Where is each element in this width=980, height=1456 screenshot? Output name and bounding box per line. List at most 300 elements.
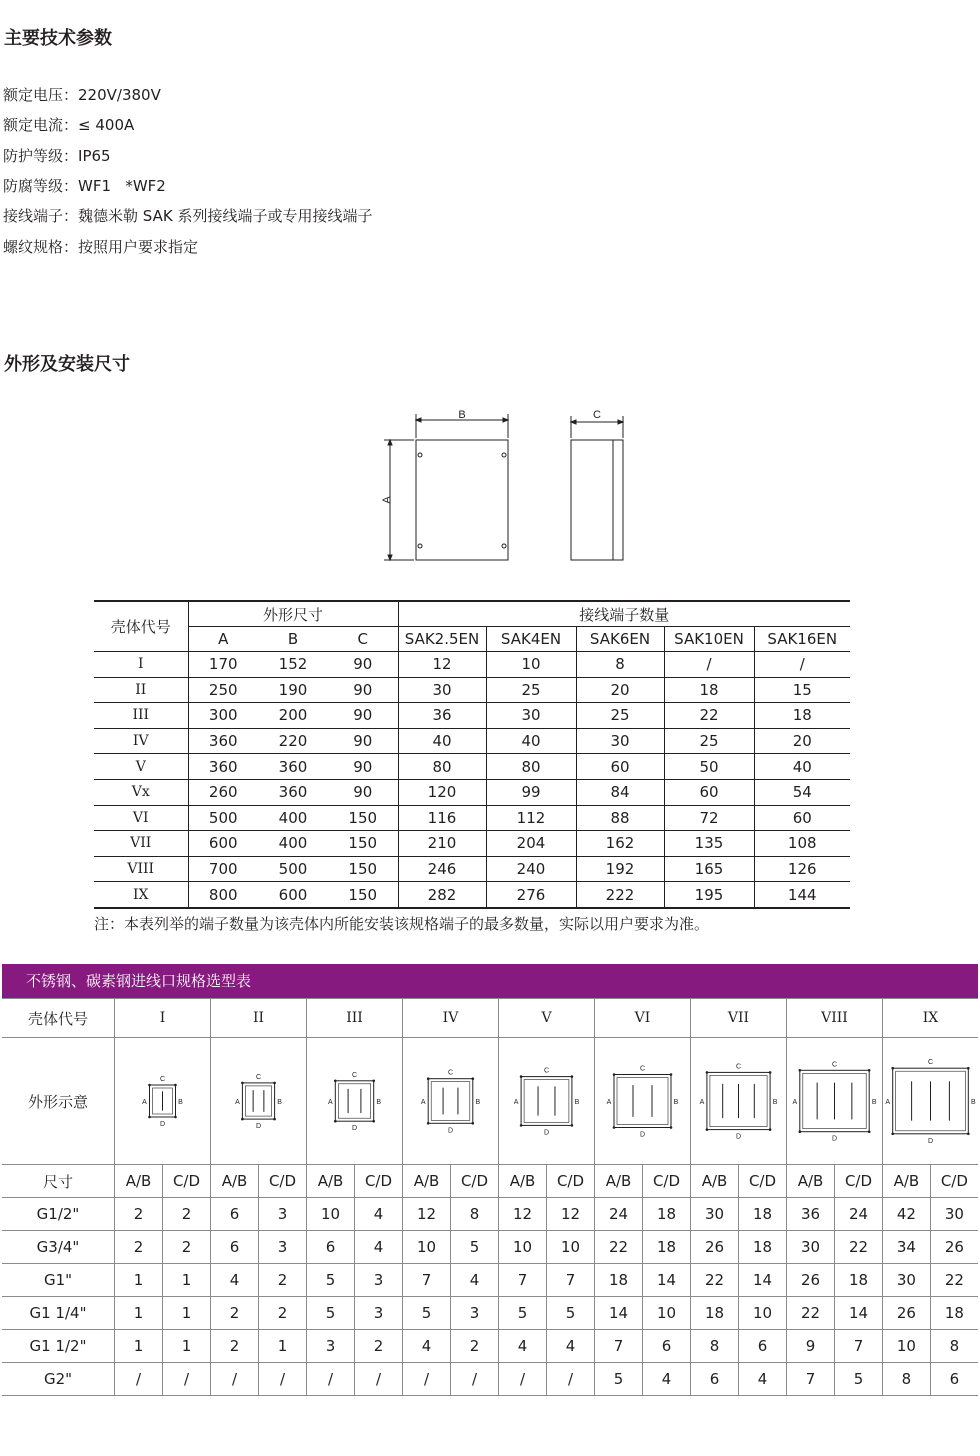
table-cell: 10 bbox=[499, 1231, 547, 1264]
table-cell: 170 bbox=[188, 652, 258, 678]
table-cell: / bbox=[259, 1363, 307, 1396]
table-cell: 10 bbox=[486, 652, 576, 678]
table-cell: 90 bbox=[328, 703, 398, 729]
shape-cell bbox=[499, 1038, 595, 1165]
table-cell: 250 bbox=[188, 677, 258, 703]
svg-text:D: D bbox=[639, 1131, 646, 1139]
spec-rated-voltage: 额定电压：220V/380V bbox=[3, 86, 161, 104]
code-cell: VI bbox=[595, 999, 691, 1038]
table-cell: 22 bbox=[835, 1231, 883, 1264]
subheader-cd: C/D bbox=[163, 1165, 211, 1198]
table-cell: / bbox=[307, 1363, 355, 1396]
table-cell: 4 bbox=[211, 1264, 259, 1297]
table-cell: 60 bbox=[576, 754, 664, 780]
shape-cell bbox=[691, 1038, 787, 1165]
table-cell: 700 bbox=[188, 856, 258, 882]
table-cell: 40 bbox=[398, 728, 486, 754]
table-cell: 6 bbox=[739, 1330, 787, 1363]
table-cell: / bbox=[547, 1363, 595, 1396]
table-cell: 34 bbox=[883, 1231, 931, 1264]
shape-cell bbox=[787, 1038, 883, 1165]
table-cell: 90 bbox=[328, 728, 398, 754]
table-cell: 4 bbox=[355, 1198, 403, 1231]
table-cell: 90 bbox=[328, 779, 398, 805]
table-cell: 3 bbox=[259, 1198, 307, 1231]
table-cell: 80 bbox=[486, 754, 576, 780]
table-cell: 30 bbox=[576, 728, 664, 754]
table-cell: / bbox=[451, 1363, 499, 1396]
table-cell: 360 bbox=[258, 754, 328, 780]
table-cell: 80 bbox=[398, 754, 486, 780]
table-cell: 60 bbox=[754, 805, 850, 831]
code-cell: III bbox=[307, 999, 403, 1038]
table-cell: 18 bbox=[664, 677, 754, 703]
table-cell: 108 bbox=[754, 831, 850, 857]
selection-table-title: 不锈钢、碳素钢进线口规格选型表 bbox=[26, 972, 252, 990]
table-cell: 150 bbox=[328, 882, 398, 908]
svg-text:C: C bbox=[639, 1065, 646, 1073]
svg-text:B: B bbox=[772, 1099, 778, 1106]
table-cell: 10 bbox=[739, 1297, 787, 1330]
svg-text:D: D bbox=[351, 1125, 358, 1133]
table-cell: 7 bbox=[595, 1330, 643, 1363]
subheader-ab: A/B bbox=[499, 1165, 547, 1198]
table-cell: 192 bbox=[576, 856, 664, 882]
table-cell: 200 bbox=[258, 703, 328, 729]
header-dims: 外形尺寸 bbox=[188, 601, 398, 627]
section-title-dimensions: 外形及安装尺寸 bbox=[4, 354, 130, 375]
enclosure-dimension-drawing bbox=[370, 400, 640, 570]
svg-text:B: B bbox=[475, 1099, 481, 1106]
enclosure-outline-icon bbox=[403, 1056, 498, 1146]
row-code: IV bbox=[94, 728, 188, 754]
table-cell: 222 bbox=[576, 882, 664, 908]
table-cell: 126 bbox=[754, 856, 850, 882]
spec-thread: 螺纹规格：按照用户要求指定 bbox=[3, 238, 199, 256]
table-cell: 135 bbox=[664, 831, 754, 857]
code-cell: IX bbox=[883, 999, 979, 1038]
subheader-cd: C/D bbox=[355, 1165, 403, 1198]
table-cell: 246 bbox=[398, 856, 486, 882]
table-cell: 24 bbox=[835, 1198, 883, 1231]
thread-size: G2" bbox=[2, 1363, 115, 1396]
table-cell: 2 bbox=[355, 1330, 403, 1363]
code-cell: V bbox=[499, 999, 595, 1038]
table-cell: 4 bbox=[739, 1363, 787, 1396]
table-cell: 14 bbox=[739, 1264, 787, 1297]
row-code: VI bbox=[94, 805, 188, 831]
enclosure-outline-icon bbox=[883, 1056, 978, 1146]
table-cell: 14 bbox=[835, 1297, 883, 1330]
subheader-cd: C/D bbox=[451, 1165, 499, 1198]
code-cell: II bbox=[211, 999, 307, 1038]
table-cell: 30 bbox=[398, 677, 486, 703]
svg-text:A: A bbox=[885, 1099, 891, 1106]
table-cell: 6 bbox=[691, 1363, 739, 1396]
table-cell: 14 bbox=[643, 1264, 691, 1297]
table-row bbox=[94, 779, 850, 805]
svg-text:C: C bbox=[351, 1071, 358, 1079]
table-cell: 112 bbox=[486, 805, 576, 831]
subheader-sak4: SAK4EN bbox=[486, 627, 576, 652]
table-cell: 5 bbox=[547, 1297, 595, 1330]
table-row bbox=[94, 882, 850, 908]
table-cell: 20 bbox=[576, 677, 664, 703]
table-cell: 84 bbox=[576, 779, 664, 805]
svg-text:C: C bbox=[927, 1059, 934, 1067]
table-cell: 26 bbox=[787, 1264, 835, 1297]
svg-text:A: A bbox=[142, 1099, 147, 1106]
table-cell: 40 bbox=[486, 728, 576, 754]
table-cell: 282 bbox=[398, 882, 486, 908]
table-cell: 150 bbox=[328, 831, 398, 857]
svg-text:B: B bbox=[277, 1099, 282, 1106]
table-cell: 18 bbox=[595, 1264, 643, 1297]
table-cell: 30 bbox=[691, 1198, 739, 1231]
svg-text:A: A bbox=[235, 1099, 240, 1106]
table-cell: 360 bbox=[258, 779, 328, 805]
table-cell: 144 bbox=[754, 882, 850, 908]
table-row bbox=[2, 1330, 978, 1363]
table-cell: 12 bbox=[398, 652, 486, 678]
table-cell: 500 bbox=[258, 856, 328, 882]
svg-text:D: D bbox=[255, 1123, 262, 1131]
table-cell: 26 bbox=[883, 1297, 931, 1330]
table-cell: 12 bbox=[547, 1198, 595, 1231]
table-cell: 8 bbox=[930, 1330, 978, 1363]
table-cell: 4 bbox=[451, 1264, 499, 1297]
table-cell: 6 bbox=[643, 1330, 691, 1363]
table-cell: 276 bbox=[486, 882, 576, 908]
svg-text:D: D bbox=[927, 1137, 934, 1145]
table-cell: 25 bbox=[576, 703, 664, 729]
subheader-cd: C/D bbox=[930, 1165, 978, 1198]
shape-cell bbox=[115, 1038, 211, 1165]
table-cell: 1 bbox=[115, 1297, 163, 1330]
table-cell: 360 bbox=[188, 728, 258, 754]
row-code: IX bbox=[94, 882, 188, 908]
subheader-b: B bbox=[258, 627, 328, 652]
table-cell: 600 bbox=[258, 882, 328, 908]
svg-text:C: C bbox=[447, 1069, 454, 1077]
svg-text:A: A bbox=[327, 1099, 333, 1106]
table-cell: 22 bbox=[595, 1231, 643, 1264]
table-cell: 2 bbox=[259, 1297, 307, 1330]
table-cell: 8 bbox=[691, 1330, 739, 1363]
svg-text:B: B bbox=[178, 1099, 183, 1106]
thread-size: G1" bbox=[2, 1264, 115, 1297]
table-cell: 204 bbox=[486, 831, 576, 857]
table-cell: 6 bbox=[211, 1198, 259, 1231]
row-code: I bbox=[94, 652, 188, 678]
table-cell: 2 bbox=[211, 1330, 259, 1363]
header-code: 壳体代号 bbox=[94, 601, 188, 652]
svg-text:A: A bbox=[606, 1099, 612, 1106]
table-cell: 4 bbox=[643, 1363, 691, 1396]
table-cell: 2 bbox=[163, 1198, 211, 1231]
table-cell: 6 bbox=[211, 1231, 259, 1264]
svg-text:C: C bbox=[831, 1061, 838, 1069]
table-cell: 50 bbox=[664, 754, 754, 780]
table-cell: 240 bbox=[486, 856, 576, 882]
enclosure-outline-icon bbox=[595, 1056, 690, 1146]
side-view-outline bbox=[571, 440, 623, 560]
svg-text:C: C bbox=[543, 1067, 550, 1075]
table-cell: / bbox=[754, 652, 850, 678]
thread-size: G1 1/2" bbox=[2, 1330, 115, 1363]
table-cell: 18 bbox=[643, 1198, 691, 1231]
subheader-sak16: SAK16EN bbox=[754, 627, 850, 652]
table-cell: 90 bbox=[328, 652, 398, 678]
table-cell: 40 bbox=[754, 754, 850, 780]
spec-anticorrosion-class: 防腐等级：WF1 *WF2 bbox=[3, 177, 166, 195]
table-cell: 7 bbox=[787, 1363, 835, 1396]
subheader-c: C bbox=[328, 627, 398, 652]
table-cell: 3 bbox=[355, 1264, 403, 1297]
table-cell: 3 bbox=[451, 1297, 499, 1330]
table-cell: 22 bbox=[691, 1264, 739, 1297]
table-cell: 60 bbox=[664, 779, 754, 805]
table-cell: 3 bbox=[259, 1231, 307, 1264]
table-cell: 26 bbox=[930, 1231, 978, 1264]
table-cell: 1 bbox=[163, 1330, 211, 1363]
code-cell: VII bbox=[691, 999, 787, 1038]
spec-protection-class: 防护等级：IP65 bbox=[3, 147, 111, 165]
table-row bbox=[2, 1264, 978, 1297]
subheader-cd: C/D bbox=[259, 1165, 307, 1198]
table-row bbox=[94, 805, 850, 831]
shape-cell bbox=[595, 1038, 691, 1165]
code-cell: I bbox=[115, 999, 211, 1038]
table-cell: 5 bbox=[835, 1363, 883, 1396]
table-cell: 4 bbox=[355, 1231, 403, 1264]
table-cell: 72 bbox=[664, 805, 754, 831]
table-cell: 7 bbox=[547, 1264, 595, 1297]
table-cell: 14 bbox=[595, 1297, 643, 1330]
enclosure-outline-icon bbox=[787, 1056, 882, 1146]
table-row bbox=[94, 703, 850, 729]
table-cell: 10 bbox=[403, 1231, 451, 1264]
table-cell: 165 bbox=[664, 856, 754, 882]
table-cell: 2 bbox=[211, 1297, 259, 1330]
table-cell: 99 bbox=[486, 779, 576, 805]
enclosure-size-table bbox=[94, 600, 850, 909]
svg-text:A: A bbox=[792, 1099, 798, 1106]
table-cell: 90 bbox=[328, 754, 398, 780]
table-cell: 25 bbox=[486, 677, 576, 703]
table-cell: 162 bbox=[576, 831, 664, 857]
table-cell: 3 bbox=[307, 1330, 355, 1363]
table-row bbox=[94, 831, 850, 857]
table-cell: 1 bbox=[115, 1330, 163, 1363]
table-cell: 4 bbox=[403, 1330, 451, 1363]
table-cell: / bbox=[115, 1363, 163, 1396]
table-cell: 3 bbox=[355, 1297, 403, 1330]
enclosure-outline-icon bbox=[307, 1056, 402, 1146]
subheader-cd: C/D bbox=[643, 1165, 691, 1198]
shape-cell bbox=[883, 1038, 979, 1165]
row-code: III bbox=[94, 703, 188, 729]
dim-label-a: A bbox=[381, 496, 393, 504]
table-cell: / bbox=[211, 1363, 259, 1396]
svg-text:C: C bbox=[159, 1076, 166, 1083]
table-cell: 600 bbox=[188, 831, 258, 857]
table-cell: 150 bbox=[328, 856, 398, 882]
section-title-tech-params: 主要技术参数 bbox=[4, 28, 112, 49]
table-cell: 2 bbox=[163, 1231, 211, 1264]
svg-text:C: C bbox=[735, 1063, 742, 1071]
subheader-ab: A/B bbox=[787, 1165, 835, 1198]
table-cell: 90 bbox=[328, 677, 398, 703]
table-cell: 2 bbox=[259, 1264, 307, 1297]
table-cell: 18 bbox=[691, 1297, 739, 1330]
table-cell: 36 bbox=[398, 703, 486, 729]
table-cell: 30 bbox=[930, 1198, 978, 1231]
table-cell: 5 bbox=[595, 1363, 643, 1396]
svg-text:A: A bbox=[420, 1099, 426, 1106]
table-note: 注：本表列举的端子数量为该壳体内所能安装该规格端子的最多数量，实际以用户要求为准。 bbox=[94, 915, 710, 933]
table-cell: 18 bbox=[930, 1297, 978, 1330]
svg-text:D: D bbox=[831, 1135, 838, 1143]
table-cell: 5 bbox=[499, 1297, 547, 1330]
subheader-ab: A/B bbox=[307, 1165, 355, 1198]
table-cell: 7 bbox=[403, 1264, 451, 1297]
svg-text:B: B bbox=[574, 1099, 580, 1106]
subheader-ab: A/B bbox=[595, 1165, 643, 1198]
row-code: V bbox=[94, 754, 188, 780]
table-cell: 18 bbox=[643, 1231, 691, 1264]
table-cell: / bbox=[355, 1363, 403, 1396]
svg-text:B: B bbox=[871, 1099, 877, 1106]
table-cell: 25 bbox=[664, 728, 754, 754]
thread-size: G1/2" bbox=[2, 1198, 115, 1231]
table-cell: 1 bbox=[163, 1297, 211, 1330]
table-cell: 210 bbox=[398, 831, 486, 857]
svg-text:D: D bbox=[159, 1121, 166, 1128]
table-cell: 22 bbox=[664, 703, 754, 729]
table-cell: 152 bbox=[258, 652, 328, 678]
table-row bbox=[94, 754, 850, 780]
header-shape: 外形示意 bbox=[2, 1038, 115, 1165]
table-cell: / bbox=[664, 652, 754, 678]
subheader-a: A bbox=[188, 627, 258, 652]
table-cell: 88 bbox=[576, 805, 664, 831]
table-subheader-row bbox=[94, 627, 850, 652]
table-cell: 42 bbox=[883, 1198, 931, 1231]
enclosure-outline-icon bbox=[115, 1056, 210, 1146]
table-cell: 1 bbox=[259, 1330, 307, 1363]
table-cell: 220 bbox=[258, 728, 328, 754]
table-cell: 20 bbox=[754, 728, 850, 754]
table-cell: 6 bbox=[307, 1231, 355, 1264]
table-cell: 2 bbox=[451, 1330, 499, 1363]
table-cell: 4 bbox=[499, 1330, 547, 1363]
table-cell: 1 bbox=[115, 1264, 163, 1297]
spec-rated-current: 额定电流：≤ 400A bbox=[3, 116, 135, 134]
enclosure-outline-icon bbox=[691, 1056, 786, 1146]
dim-label-c: C bbox=[593, 409, 601, 421]
row-code: VIII bbox=[94, 856, 188, 882]
size-subheader-row bbox=[2, 1165, 978, 1198]
svg-text:B: B bbox=[970, 1099, 976, 1106]
code-row bbox=[2, 999, 978, 1038]
table-cell: 400 bbox=[258, 805, 328, 831]
table-cell: 22 bbox=[787, 1297, 835, 1330]
svg-text:B: B bbox=[376, 1099, 382, 1106]
table-cell: / bbox=[403, 1363, 451, 1396]
table-cell: 24 bbox=[595, 1198, 643, 1231]
svg-text:D: D bbox=[543, 1129, 550, 1137]
header-code: 壳体代号 bbox=[2, 999, 115, 1038]
svg-text:A: A bbox=[699, 1099, 705, 1106]
table-cell: 7 bbox=[499, 1264, 547, 1297]
table-cell: 30 bbox=[883, 1264, 931, 1297]
table-cell: 7 bbox=[835, 1330, 883, 1363]
svg-text:B: B bbox=[673, 1099, 679, 1106]
table-cell: 26 bbox=[691, 1231, 739, 1264]
subheader-cd: C/D bbox=[835, 1165, 883, 1198]
table-cell: 10 bbox=[547, 1231, 595, 1264]
enclosure-outline-icon bbox=[211, 1056, 306, 1146]
table-cell: 360 bbox=[188, 754, 258, 780]
table-header-row bbox=[94, 601, 850, 627]
table-cell: 30 bbox=[787, 1231, 835, 1264]
table-row bbox=[94, 728, 850, 754]
subheader-ab: A/B bbox=[883, 1165, 931, 1198]
table-cell: 12 bbox=[403, 1198, 451, 1231]
table-cell: 22 bbox=[930, 1264, 978, 1297]
table-cell: 15 bbox=[754, 677, 850, 703]
table-row bbox=[2, 1297, 978, 1330]
shape-cell bbox=[211, 1038, 307, 1165]
table-cell: 260 bbox=[188, 779, 258, 805]
table-cell: 4 bbox=[547, 1330, 595, 1363]
dim-label-b: B bbox=[458, 409, 466, 421]
table-cell: 8 bbox=[451, 1198, 499, 1231]
subheader-cd: C/D bbox=[739, 1165, 787, 1198]
table-cell: 10 bbox=[643, 1297, 691, 1330]
table-cell: 2 bbox=[115, 1198, 163, 1231]
table-cell: 18 bbox=[739, 1231, 787, 1264]
table-cell: 5 bbox=[307, 1297, 355, 1330]
table-cell: 150 bbox=[328, 805, 398, 831]
subheader-sak10: SAK10EN bbox=[664, 627, 754, 652]
table-cell: 500 bbox=[188, 805, 258, 831]
svg-text:A: A bbox=[513, 1099, 519, 1106]
table-cell: 195 bbox=[664, 882, 754, 908]
subheader-ab: A/B bbox=[115, 1165, 163, 1198]
table-cell: 18 bbox=[739, 1198, 787, 1231]
table-row bbox=[2, 1363, 978, 1396]
table-cell: 5 bbox=[403, 1297, 451, 1330]
subheader-ab: A/B bbox=[211, 1165, 259, 1198]
table-cell: 9 bbox=[787, 1330, 835, 1363]
shape-cell bbox=[403, 1038, 499, 1165]
table-cell: 12 bbox=[499, 1198, 547, 1231]
table-cell: 8 bbox=[883, 1363, 931, 1396]
front-view-outline bbox=[416, 440, 508, 560]
thread-size: G1 1/4" bbox=[2, 1297, 115, 1330]
table-cell: 116 bbox=[398, 805, 486, 831]
row-code: II bbox=[94, 677, 188, 703]
table-cell: / bbox=[499, 1363, 547, 1396]
table-row bbox=[94, 652, 850, 678]
table-cell: 120 bbox=[398, 779, 486, 805]
subheader-ab: A/B bbox=[403, 1165, 451, 1198]
enclosure-outline-icon bbox=[499, 1056, 594, 1146]
thread-size: G3/4" bbox=[2, 1231, 115, 1264]
table-row bbox=[94, 856, 850, 882]
